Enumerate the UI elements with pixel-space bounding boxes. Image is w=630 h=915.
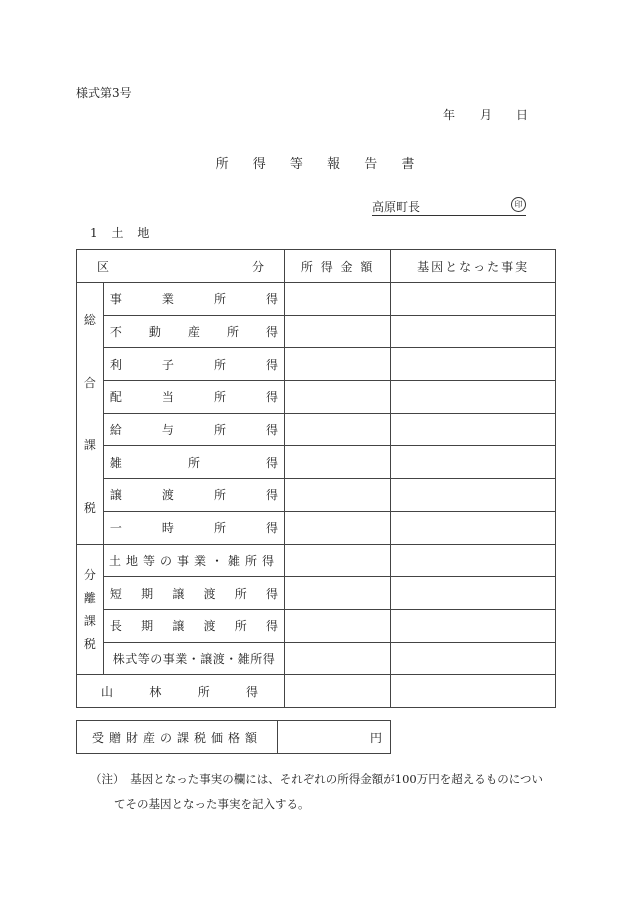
group-char: 合 <box>83 375 96 390</box>
basis-cell[interactable] <box>391 446 556 479</box>
date-month-label: 月 <box>480 108 493 122</box>
basis-cell[interactable] <box>391 609 556 642</box>
header-char: 分 <box>252 259 265 274</box>
table-row <box>77 381 556 414</box>
group-char: 課 <box>83 438 96 452</box>
row-label-interest: 利 子 所 得 <box>103 348 284 381</box>
basis-cell[interactable] <box>391 283 556 316</box>
amount-cell[interactable] <box>285 446 391 479</box>
group-char: 課 <box>83 614 96 629</box>
group-char: 税 <box>83 637 96 652</box>
group-char: 離 <box>83 591 96 606</box>
gift-table <box>76 720 391 754</box>
group-char: 総 <box>83 313 96 327</box>
basis-cell[interactable] <box>391 381 556 414</box>
date-year-label: 年 <box>443 108 456 122</box>
basis-cell[interactable] <box>391 348 556 381</box>
title-char: 報 <box>327 157 341 172</box>
basis-cell[interactable] <box>391 642 556 675</box>
row-label-salary: 給 与 所 得 <box>103 413 284 446</box>
title-char: 等 <box>289 157 303 172</box>
table-row <box>77 413 556 446</box>
row-label-short-term-transfer: 短 期 譲 渡 所 得 <box>103 577 284 610</box>
basis-cell[interactable] <box>391 413 556 446</box>
amount-cell[interactable] <box>285 544 391 577</box>
row-label-business: 事 業 所 得 <box>103 283 284 316</box>
row-label-stocks: 株式等の事業・譲渡・雑所得 <box>103 642 284 675</box>
title-char: 告 <box>364 157 378 172</box>
title-char: 書 <box>401 157 415 172</box>
row-label-occasional: 一 時 所 得 <box>103 511 284 544</box>
table-row <box>77 315 556 348</box>
group-comprehensive <box>77 283 104 545</box>
title-char: 所 <box>215 157 229 172</box>
amount-cell[interactable] <box>285 642 391 675</box>
row-label-real-estate: 不 動 産 所 得 <box>103 315 284 348</box>
basis-cell[interactable] <box>391 544 556 577</box>
amount-cell[interactable] <box>285 577 391 610</box>
footnote-line-1: （注） 基因となった事実の欄には、それぞれの所得金額が100万円を超えるものについ <box>90 772 543 786</box>
section-char: 地 <box>137 226 150 240</box>
basis-cell[interactable] <box>391 479 556 512</box>
basis-cell[interactable] <box>391 511 556 544</box>
row-label-dividend: 配 当 所 得 <box>103 381 284 414</box>
section-char: 土 <box>111 226 124 240</box>
header-category <box>77 250 285 283</box>
income-table <box>76 249 556 708</box>
date-day-label: 日 <box>516 108 529 122</box>
basis-cell[interactable] <box>391 675 556 708</box>
amount-cell[interactable] <box>285 413 391 446</box>
page-title <box>0 153 630 172</box>
section-heading <box>90 224 159 241</box>
footnote-line-2: てその基因となった事実を記入する。 <box>114 797 310 811</box>
table-row <box>77 511 556 544</box>
amount-cell[interactable] <box>285 283 391 316</box>
addressee: 高原町長 <box>372 200 421 214</box>
form-number: 様式第3号 <box>76 86 132 100</box>
amount-cell[interactable] <box>285 381 391 414</box>
table-row <box>77 609 556 642</box>
footnote <box>90 767 560 817</box>
table-row <box>77 675 556 708</box>
table-row <box>77 479 556 512</box>
row-label-land-business: 土地等の事業・雑所得 <box>103 544 284 577</box>
table-row <box>77 721 391 754</box>
basis-cell[interactable] <box>391 577 556 610</box>
table-row <box>77 446 556 479</box>
gift-amount-cell[interactable]: 円 <box>278 721 391 754</box>
header-amount: 所 得 金 額 <box>285 250 391 283</box>
amount-cell[interactable] <box>285 315 391 348</box>
group-char: 分 <box>83 568 96 583</box>
amount-cell[interactable] <box>285 479 391 512</box>
header-basis: 基因となった事実 <box>391 250 556 283</box>
table-row <box>77 577 556 610</box>
table-row <box>77 642 556 675</box>
row-label-forest: 山 林 所 得 <box>77 675 285 708</box>
amount-cell[interactable] <box>285 675 391 708</box>
header-char: 区 <box>97 259 110 274</box>
table-row <box>77 348 556 381</box>
group-char: 税 <box>83 500 96 515</box>
section-number: 1 <box>90 226 98 240</box>
amount-cell[interactable] <box>285 511 391 544</box>
row-label-transfer: 譲 渡 所 得 <box>103 479 284 512</box>
amount-cell[interactable] <box>285 348 391 381</box>
group-separate <box>77 544 104 675</box>
gift-label: 受贈財産の課税価格額 <box>77 721 278 754</box>
title-char: 得 <box>252 157 266 172</box>
table-row <box>77 544 556 577</box>
addressee-line <box>372 198 526 216</box>
seal-icon: 印 <box>511 197 526 212</box>
amount-cell[interactable] <box>285 609 391 642</box>
basis-cell[interactable] <box>391 315 556 348</box>
table-header-row <box>77 250 556 283</box>
row-label-long-term-transfer: 長 期 譲 渡 所 得 <box>103 609 284 642</box>
row-label-misc: 雑 所 得 <box>103 446 284 479</box>
table-row <box>77 283 556 316</box>
